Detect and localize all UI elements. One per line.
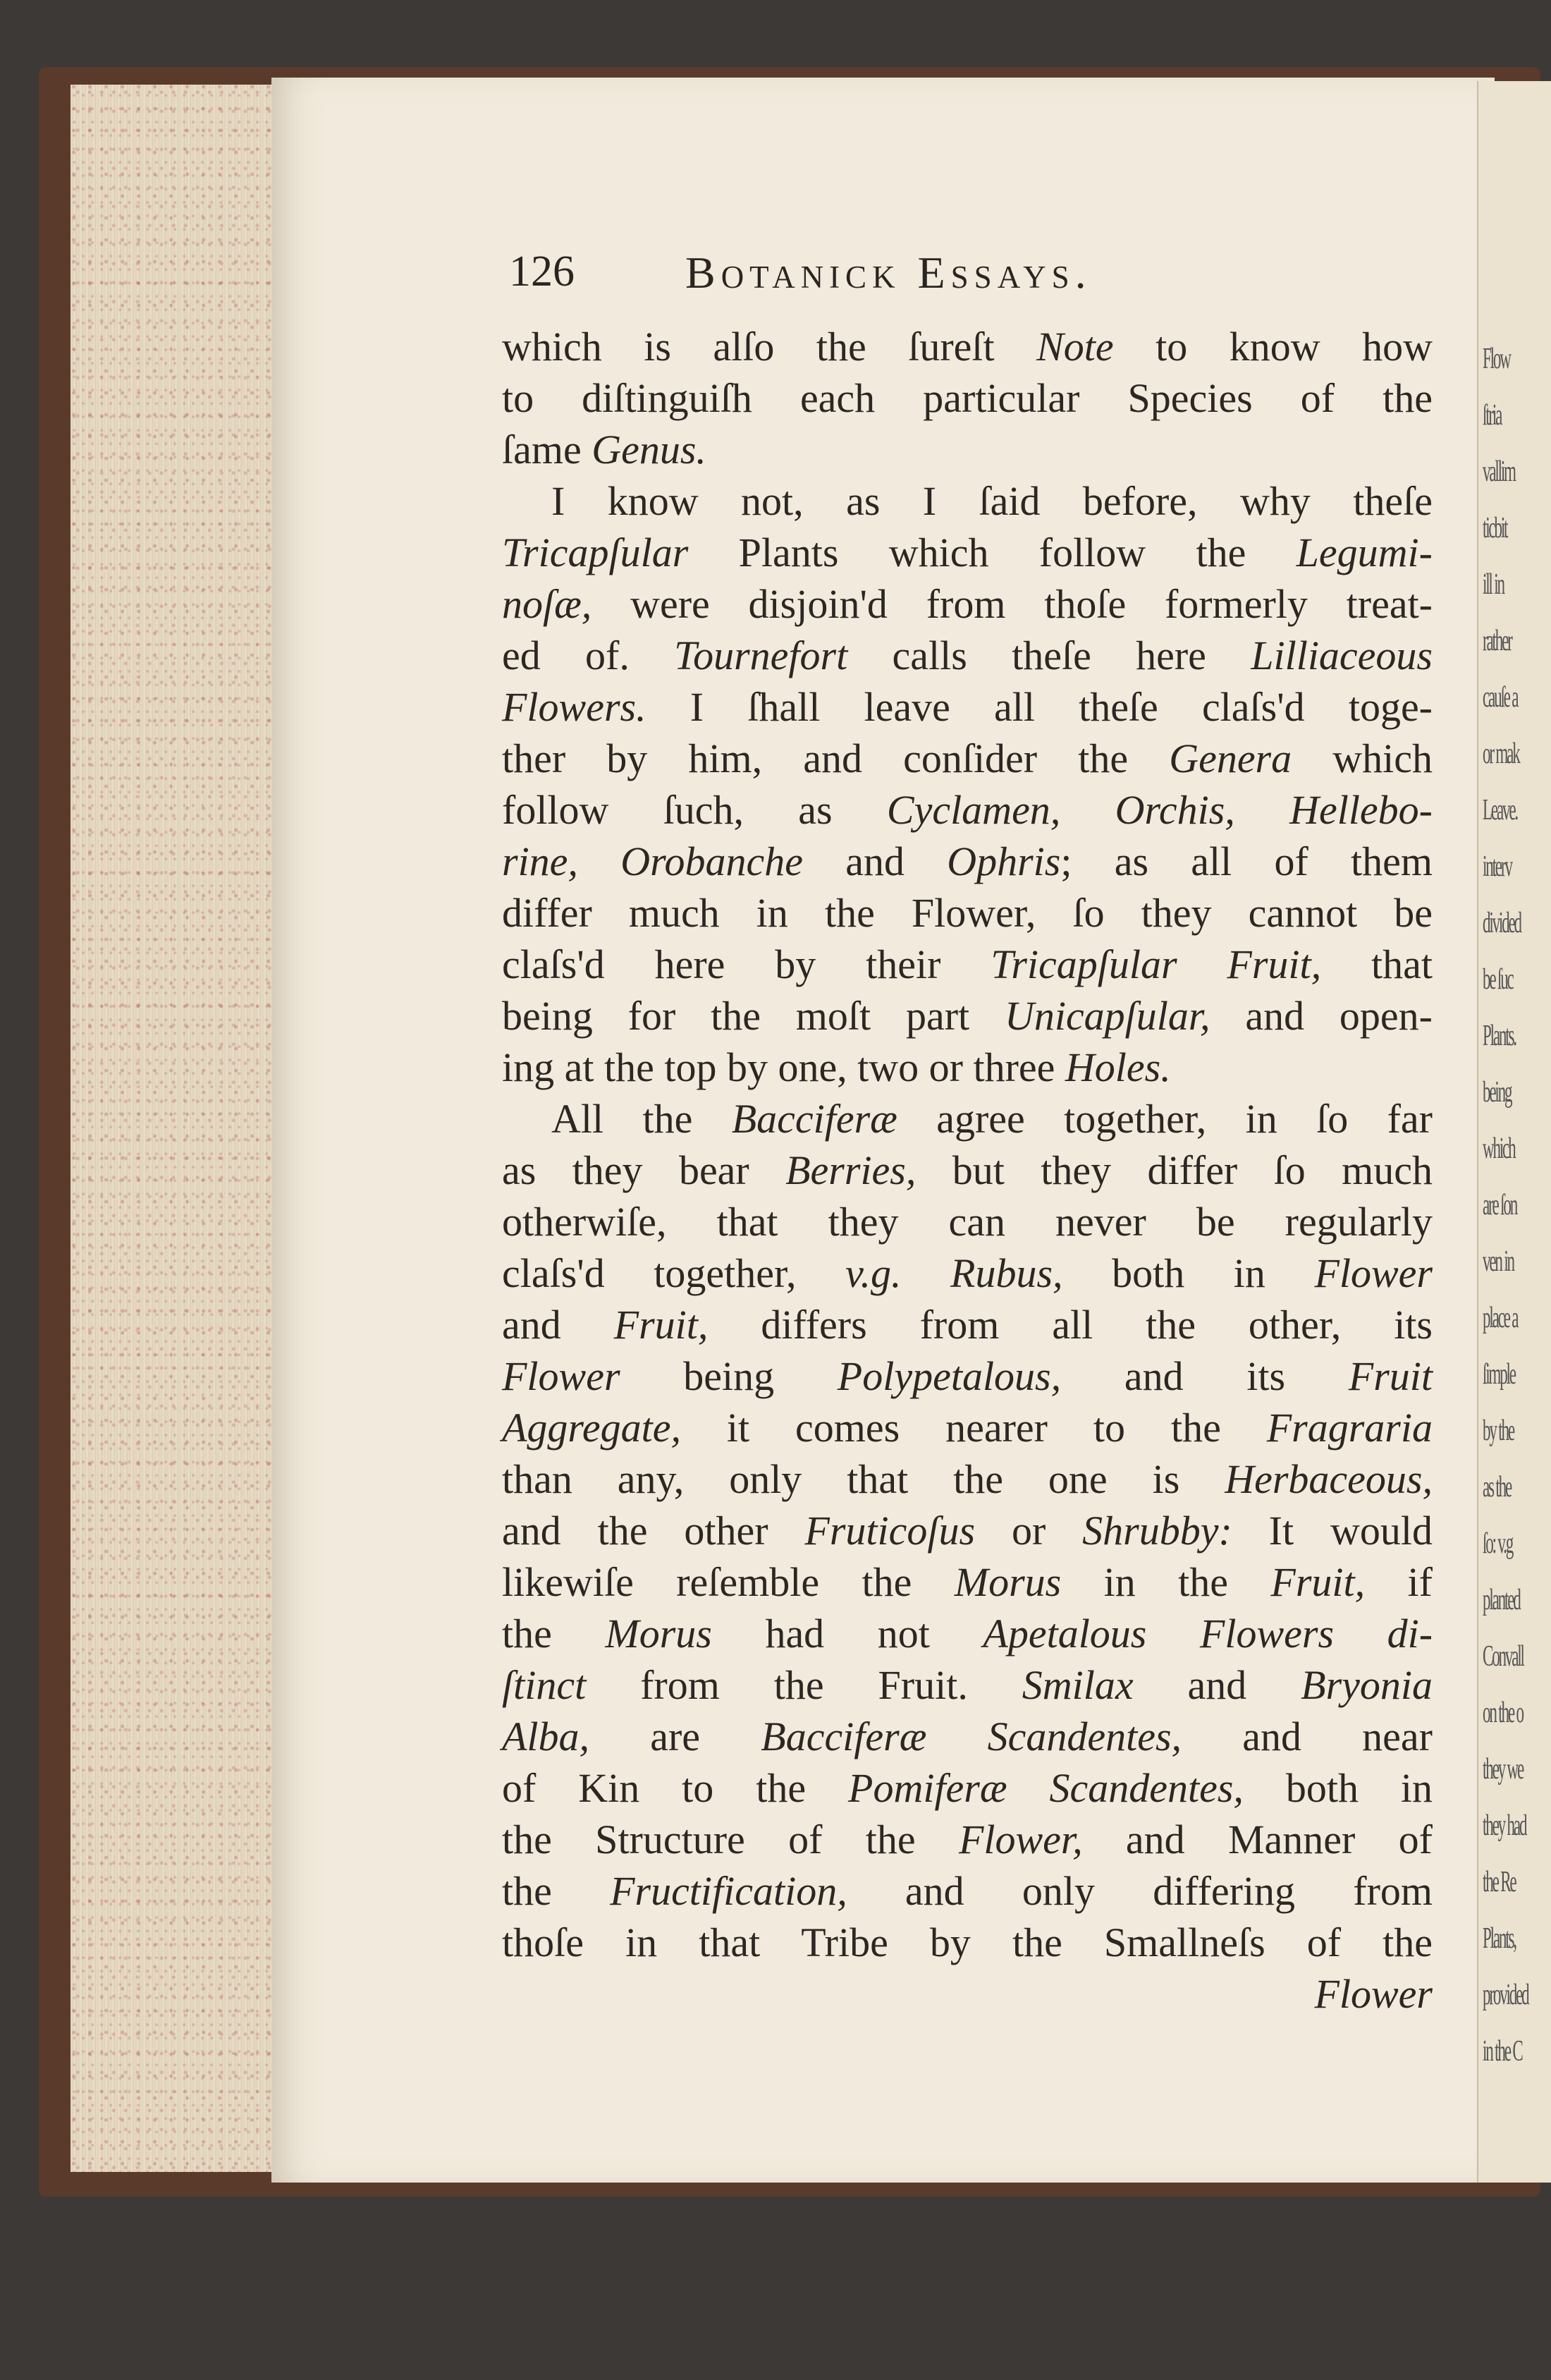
- text-segment: and open-: [1210, 993, 1433, 1039]
- italic-segment: Unicapſular,: [1004, 993, 1210, 1039]
- text-segment: being for the moſt part: [502, 993, 1005, 1039]
- text-segment: ed of.: [502, 633, 675, 678]
- text-line: [502, 733, 1433, 784]
- text-segment: to know how: [1113, 324, 1433, 370]
- text-segment: both in: [1062, 1250, 1315, 1296]
- italic-segment: Apetalous Flowers di-: [983, 1611, 1433, 1656]
- text-line: [502, 1299, 1433, 1350]
- facing-page-fragment: planted: [1483, 1584, 1520, 1616]
- facing-page-fragment: in the C: [1483, 2035, 1522, 2068]
- text-segment: It would: [1232, 1508, 1433, 1554]
- text-line: [502, 1556, 1433, 1608]
- text-segment: which is alſo the ſureſt: [502, 324, 1037, 370]
- text-segment: thoſe in that Tribe by the Smallneſs of the: [502, 1920, 1433, 1965]
- text-line: [502, 681, 1433, 733]
- text-segment: both in: [1243, 1765, 1433, 1811]
- text-segment: it comes nearer to the: [680, 1405, 1267, 1451]
- text-line: [502, 1659, 1433, 1711]
- text-line: [502, 1093, 1433, 1145]
- facing-page-fragment: Flow: [1483, 343, 1510, 375]
- text-line: [502, 372, 1433, 424]
- text-segment: agree together, in ſo far: [897, 1096, 1433, 1142]
- italic-segment: Bryonia: [1301, 1662, 1433, 1708]
- facing-page-fragment: are ſon: [1483, 1189, 1517, 1221]
- italic-segment: Orchis,: [1115, 787, 1235, 833]
- text-segment: I know not, as I ſaid before, why theſe: [551, 478, 1433, 524]
- italic-segment: Cyclamen,: [886, 787, 1061, 833]
- text-line: [502, 1196, 1433, 1247]
- text-line: [502, 1042, 1433, 1093]
- text-segment: claſs'd here by their: [502, 941, 991, 987]
- text-line: [502, 1711, 1433, 1762]
- italic-segment: Pomiferæ Scandentes,: [848, 1765, 1244, 1811]
- italic-segment: Tricapſular: [502, 530, 689, 575]
- text-segment: or: [975, 1508, 1083, 1554]
- text-line: [502, 578, 1433, 630]
- italic-segment: v.g. Rubus,: [845, 1250, 1063, 1296]
- text-segment: as they bear: [502, 1147, 786, 1193]
- italic-segment: Lilliaceous: [1251, 633, 1433, 678]
- text-line: [502, 1145, 1433, 1196]
- italic-segment: Holes.: [1065, 1044, 1171, 1090]
- text-segment: were disjoin'd from thoſe formerly treat-: [591, 581, 1433, 627]
- facing-page-fragment: on the o: [1483, 1697, 1523, 1729]
- italic-segment: Morus: [954, 1559, 1062, 1605]
- text-line: [502, 1917, 1433, 1968]
- text-segment: and Manner of: [1082, 1817, 1433, 1862]
- text-segment: and: [802, 838, 948, 884]
- italic-segment: ſtinct: [502, 1662, 587, 1708]
- italic-segment: Bacciferæ Scandentes,: [761, 1714, 1182, 1759]
- facing-page-fragment: rather: [1483, 625, 1512, 657]
- italic-segment: Fruit,: [1270, 1559, 1366, 1605]
- facing-page-fragment: which: [1483, 1133, 1515, 1165]
- text-segment: otherwiſe, that they can never be regularly: [502, 1199, 1433, 1245]
- text-segment: ther by him, and conſider the: [502, 736, 1170, 781]
- facing-page-fragment: they had: [1483, 1810, 1526, 1842]
- text-line: [502, 990, 1433, 1042]
- facing-page-fragment: ticbit: [1483, 512, 1507, 544]
- text-segment: if: [1365, 1559, 1433, 1605]
- facing-page-fragment: the Re: [1483, 1866, 1516, 1898]
- text-segment: the: [502, 1868, 611, 1914]
- text-segment: and the other: [502, 1508, 805, 1554]
- text-segment: and only differing from: [847, 1868, 1433, 1914]
- text-line: [502, 321, 1433, 372]
- text-segment: which: [1292, 736, 1433, 781]
- italic-segment: Hellebo-: [1289, 787, 1433, 833]
- text-segment: and: [502, 1302, 614, 1348]
- running-title: Botanick Essays.: [685, 248, 1092, 298]
- body-text: [502, 321, 1433, 2020]
- page-number: 126: [509, 248, 575, 295]
- italic-segment: noſæ,: [502, 581, 592, 627]
- facing-page-fragment: place a: [1483, 1302, 1518, 1334]
- italic-segment: Orobanche: [620, 838, 803, 884]
- facing-page-fragment: divided: [1483, 907, 1521, 939]
- facing-page-fragment: Convall: [1483, 1640, 1524, 1673]
- facing-page-fragment: cauſe a: [1483, 681, 1518, 714]
- italic-segment: Legumi-: [1296, 530, 1433, 575]
- text-line: [502, 424, 1433, 475]
- text-segment: differs from all the other, its: [708, 1302, 1433, 1348]
- text-segment: likewiſe reſemble the: [502, 1559, 955, 1605]
- facing-page-fragment: ill in: [1483, 568, 1504, 601]
- text-line: [502, 1505, 1433, 1556]
- facing-page-fragment: Plants.: [1483, 1020, 1516, 1052]
- italic-segment: Shrubby:: [1082, 1508, 1232, 1554]
- text-segment: ſame: [502, 427, 592, 472]
- text-segment: being: [620, 1353, 838, 1399]
- catchword: Flower: [1314, 1971, 1433, 2017]
- text-line: [502, 887, 1433, 939]
- page-header: [509, 247, 1320, 296]
- facing-page-fragment: be ſuc: [1483, 963, 1513, 996]
- italic-segment: Herbaceous,: [1225, 1456, 1433, 1502]
- text-segment: All the: [551, 1096, 732, 1142]
- facing-page-strip: [1477, 81, 1551, 2183]
- facing-page-fragment: Plants,: [1483, 1922, 1516, 1955]
- text-segment: the: [502, 1611, 606, 1656]
- italic-segment: Fruit: [1348, 1353, 1433, 1399]
- facing-page-fragment: Leave.: [1483, 794, 1518, 826]
- text-segment: had not: [711, 1611, 983, 1656]
- text-segment: to diſtinguiſh each particular Species of the: [502, 375, 1433, 421]
- text-segment: than any, only that the one is: [502, 1456, 1225, 1502]
- text-line: [502, 1453, 1433, 1505]
- italic-segment: Alba,: [502, 1714, 590, 1759]
- italic-segment: Tricapſular Fruit,: [991, 941, 1322, 987]
- text-segment: ; as all of them: [1060, 838, 1433, 884]
- text-line: [502, 630, 1433, 681]
- facing-page-fragment: they we: [1483, 1753, 1524, 1786]
- facing-page-fragment: interv: [1483, 850, 1512, 883]
- text-segment: [1235, 787, 1289, 833]
- italic-segment: Polypetalous,: [837, 1353, 1062, 1399]
- facing-page-fragment: ſo: v.g: [1483, 1527, 1513, 1560]
- text-line: [502, 475, 1433, 527]
- text-segment: and its: [1061, 1353, 1349, 1399]
- text-segment: I ſhall leave all theſe claſs'd toge-: [646, 684, 1433, 730]
- text-segment: from the Fruit.: [586, 1662, 1022, 1708]
- facing-page-fragment: by the: [1483, 1415, 1514, 1447]
- facing-page-fragment: ven in: [1483, 1245, 1514, 1278]
- italic-segment: Fruticoſus: [804, 1508, 976, 1554]
- italic-segment: Flower,: [958, 1817, 1083, 1862]
- text-segment: calls theſe here: [847, 633, 1251, 678]
- italic-segment: Note: [1036, 324, 1114, 370]
- text-segment: Plants which follow the: [688, 530, 1296, 575]
- text-segment: of Kin to the: [502, 1765, 849, 1811]
- text-line: [502, 939, 1433, 990]
- italic-segment: Fruit,: [613, 1302, 709, 1348]
- text-segment: the Structure of the: [502, 1817, 959, 1862]
- italic-segment: Genus.: [591, 427, 706, 472]
- italic-segment: Berries,: [785, 1147, 916, 1193]
- text-line: [502, 836, 1433, 887]
- italic-segment: Flowers.: [502, 684, 646, 730]
- text-segment: follow ſuch, as: [502, 787, 887, 833]
- italic-segment: Genera: [1169, 736, 1292, 781]
- text-line: [502, 1608, 1433, 1659]
- text-line: [502, 1814, 1433, 1865]
- facing-page-fragment: ſimple: [1483, 1358, 1515, 1391]
- italic-segment: Aggregate,: [502, 1405, 681, 1451]
- text-segment: and: [1133, 1662, 1301, 1708]
- text-line: [502, 1865, 1433, 1917]
- text-segment: claſs'd together,: [502, 1250, 846, 1296]
- text-line: [502, 1350, 1433, 1402]
- text-segment: but they differ ſo much: [916, 1147, 1433, 1193]
- italic-segment: Fragraria: [1266, 1405, 1433, 1451]
- text-segment: are: [589, 1714, 761, 1759]
- page-block-edges: [70, 85, 275, 2172]
- italic-segment: Fructification,: [610, 1868, 847, 1914]
- text-segment: [578, 838, 620, 884]
- text-line: [502, 784, 1433, 836]
- facing-page-fragment: provided: [1483, 1979, 1528, 2011]
- italic-segment: Morus: [605, 1611, 712, 1656]
- text-line: [502, 1247, 1433, 1299]
- italic-segment: Smilax: [1022, 1662, 1134, 1708]
- text-line: [502, 1762, 1433, 1814]
- text-segment: and near: [1182, 1714, 1433, 1759]
- facing-page-fragment: or mak: [1483, 738, 1519, 770]
- italic-segment: Tournefort: [674, 633, 848, 678]
- facing-page-fragment: vallim: [1483, 456, 1515, 488]
- italic-segment: Flower: [1314, 1250, 1433, 1296]
- text-segment: [1060, 787, 1115, 833]
- text-segment: in the: [1061, 1559, 1271, 1605]
- italic-segment: Bacciferæ: [731, 1096, 897, 1142]
- text-line: [502, 527, 1433, 578]
- facing-page-fragment: being: [1483, 1076, 1512, 1109]
- italic-segment: Ophris: [947, 838, 1061, 884]
- text-line: [502, 1402, 1433, 1453]
- text-segment: that: [1321, 941, 1433, 987]
- text-segment: differ much in the Flower, ſo they cannot be: [502, 890, 1433, 936]
- facing-page-fragment: ſtria: [1483, 399, 1502, 432]
- italic-segment: rine,: [502, 838, 578, 884]
- text-segment: ing at the top by one, two or three: [502, 1044, 1065, 1090]
- facing-page-fragment: as the: [1483, 1471, 1512, 1503]
- italic-segment: Flower: [502, 1353, 620, 1399]
